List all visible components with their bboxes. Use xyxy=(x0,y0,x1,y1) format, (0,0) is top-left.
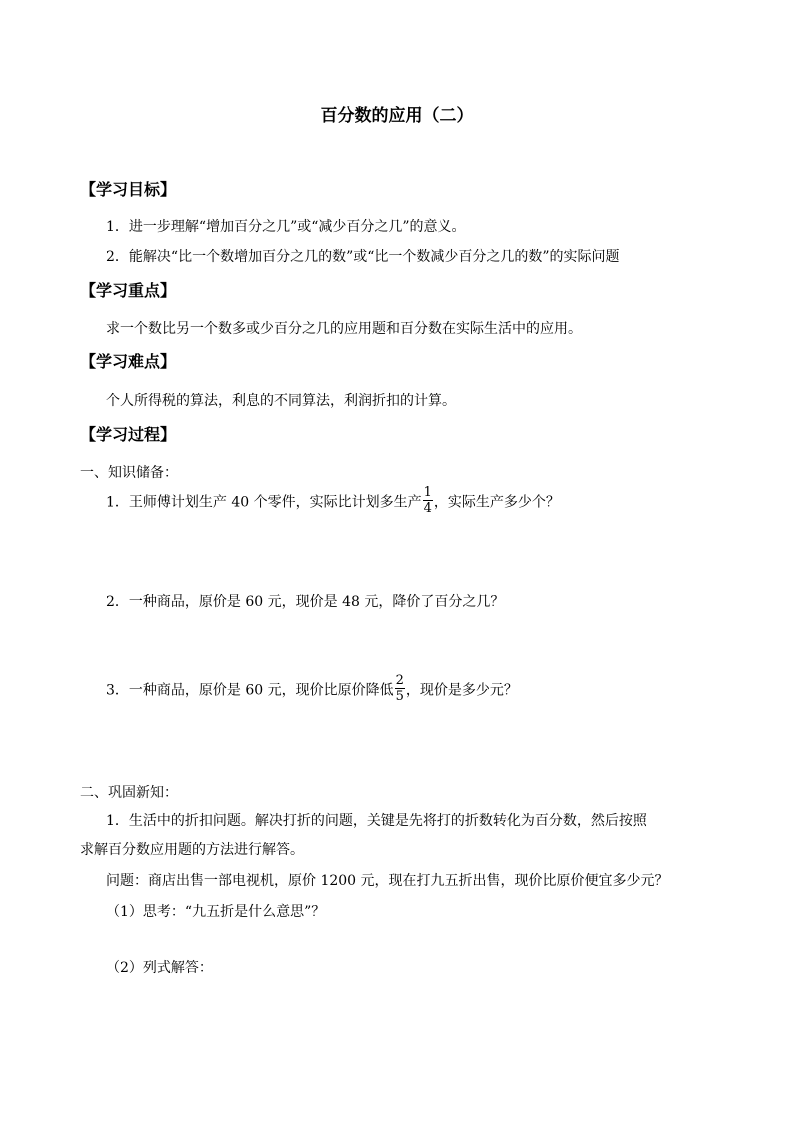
part2-sub-2: （2）列式解答： xyxy=(106,960,213,976)
question-1 xyxy=(106,485,560,517)
question-1-after: ，实际生产多少个？ xyxy=(433,494,560,511)
question-3-before: 3．一种商品，原价是 60 元，现价比原价降低 xyxy=(106,682,394,699)
question-3-after: ，现价是多少元？ xyxy=(405,682,518,699)
goal-item-1: 1．进一步理解“增加百分之几”或“减少百分之几”的意义。 xyxy=(106,219,466,235)
heading-learning-process: 【学习过程】 xyxy=(80,425,177,444)
heading-key-point: 【学习重点】 xyxy=(80,281,177,300)
part2-heading: 二、巩固新知： xyxy=(80,785,178,801)
question-3 xyxy=(106,673,518,705)
part2-sub-1: （1）思考：“九五折是什么意思”？ xyxy=(106,904,326,920)
page-title: 百分数的应用（二） xyxy=(320,106,474,126)
part1-heading: 一、知识储备： xyxy=(80,465,178,481)
part2-line-2: 求解百分数应用题的方法进行解答。 xyxy=(80,842,304,858)
goal-item-2: 2．能解决“比一个数增加百分之几的数”或“比一个数减少百分之几的数”的实际问题 xyxy=(106,249,620,265)
part2-line-1: 1．生活中的折扣问题。解决打折的问题，关键是先将打的折数转化为百分数，然后按照 xyxy=(106,813,647,829)
key-point-text: 求一个数比另一个数多或少百分之几的应用题和百分数在实际生活中的应用。 xyxy=(106,321,582,337)
fraction-one-quarter: $\frac{1}{4}$ xyxy=(423,485,432,516)
difficulty-text: 个人所得税的算法，利息的不同算法，利润折扣的计算。 xyxy=(106,393,456,409)
fraction-two-fifths: $\frac{2}{5}$ xyxy=(395,673,404,704)
part2-problem: 问题：商店出售一部电视机，原价 1200 元，现在打九五折出售，现价比原价便宜多少元？ xyxy=(106,873,669,889)
question-1-before: 1．王师傅计划生产 40 个零件，实际比计划多生产 xyxy=(106,494,422,511)
heading-difficulty: 【学习难点】 xyxy=(80,352,177,371)
question-2: 2．一种商品，原价是 60 元，现价是 48 元，降价了百分之几？ xyxy=(106,594,505,610)
heading-learning-goal: 【学习目标】 xyxy=(80,180,177,199)
